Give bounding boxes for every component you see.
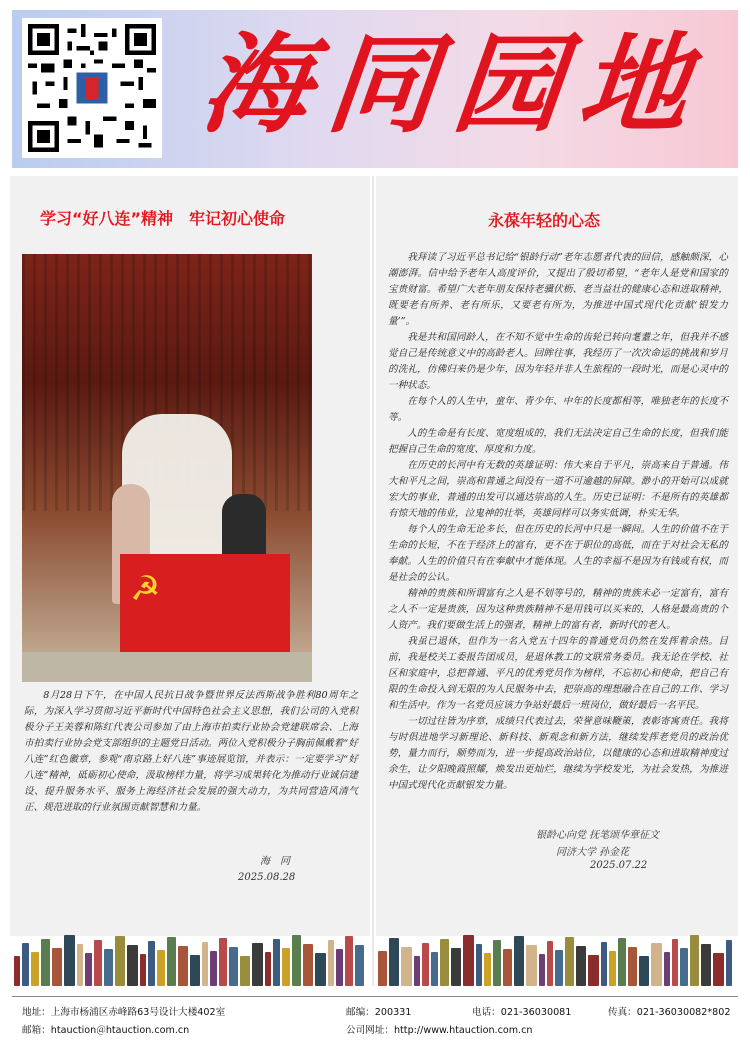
book-spine [401, 947, 412, 986]
book-spine [355, 945, 364, 986]
book-spine [77, 944, 83, 986]
book-spine [672, 939, 679, 986]
book-spine [526, 945, 537, 986]
right-article-date: 2025.07.22 [590, 860, 648, 871]
book-spine [588, 955, 599, 986]
book-spine [463, 935, 474, 986]
book-spine [609, 951, 616, 986]
left-article [10, 176, 370, 936]
book-spine [701, 944, 711, 986]
book-spine [178, 946, 188, 986]
book-spine [514, 936, 524, 986]
right-article-paragraph: 我是共和国同龄人，在不知不觉中生命的齿轮已转向耄耋之年，但我并不感觉自己是传统意义中的高龄老人。回眸往事，我经历了一次次命运的挑战和岁月的洗礼，仿佛归来仍是少年，因为年轻并非人生旅程的一段时光，而是心灵中的一种状态。 [388, 332, 728, 391]
book-spine [664, 952, 670, 986]
book-spine [493, 940, 501, 986]
book-spine [555, 950, 563, 986]
book-spine [14, 956, 20, 986]
book-spine [167, 937, 176, 986]
book-spine [252, 943, 263, 986]
book-spine [726, 940, 732, 986]
left-article-title: 学习“好八连”精神 牢记初心使命 [40, 209, 286, 228]
header-banner [12, 10, 738, 168]
left-article-date: 2025.08.28 [238, 872, 296, 883]
book-spine [104, 949, 113, 986]
footer-phone: 电话：021-36030081 [472, 1007, 572, 1018]
qr-code-icon [22, 18, 162, 158]
book-spine [378, 951, 387, 986]
book-spine [328, 940, 334, 986]
footer-address: 地址：上海市杨浦区赤峰路63号设计大楼402室 [22, 1007, 226, 1018]
book-spine [240, 956, 250, 986]
left-article-author: 海 同 [260, 856, 290, 867]
book-spine [601, 942, 607, 986]
right-article [376, 176, 738, 936]
book-spine [202, 942, 208, 986]
photo-floor [22, 652, 312, 682]
footer-email[interactable]: 邮箱：htauction＠htauction.com.cn [22, 1025, 190, 1036]
book-spine [431, 952, 439, 986]
book-spine [140, 954, 146, 986]
book-spine [115, 936, 125, 986]
book-spine [618, 938, 626, 986]
book-spine [503, 949, 512, 986]
book-spine [680, 948, 688, 986]
book-spine [210, 951, 217, 986]
book-spine [713, 953, 724, 986]
left-article-paragraph: 8月28日下午，在中国人民抗日战争暨世界反法西斯战争胜利80周年之际，为深入学习贯彻习近平新时代中国特色社会主义思想，我们公司的入党积极分子王美蓉和陈红代表公司参加了由上海市拍卖行业协会党建联席会、上海市拍卖行业协会党支部组织的主题党日活动。两位入党积极分子胸前佩戴着“好八连”红色徽章，参观“南京路上好八连”事迹展览馆，并表示：一定要学习“好八连”精神，砥砺初心使命，汲取榜样力量，将学习成果转化为推动行业诚信建设、提升服务水平、服务上海经济社会发展的强大动力，为共同营造风清气正、规范进取的行业氛围贡献智慧和力量。 [24, 690, 358, 813]
party-flag-icon [120, 554, 290, 664]
right-article-title: 永葆年轻的心态 [488, 211, 601, 230]
book-spine [336, 949, 343, 986]
book-spine [389, 938, 399, 986]
book-spine [690, 935, 699, 986]
book-spine [190, 955, 201, 986]
bookshelf-decoration-right [378, 934, 734, 986]
column-divider [372, 176, 374, 986]
right-article-paragraph: 在每个人的人生中，童年、青少年、中年的长度都相等，唯独老年的长度不等。 [388, 396, 728, 423]
right-article-body [388, 250, 728, 794]
book-spine [273, 939, 280, 986]
event-photo [22, 254, 312, 682]
right-article-paragraph: 我虽已退休，但作为一名入党五十四年的普通党员仍然在发挥着余热。目前，我是校关工委报告团成员，是退休教工的文联常务委员。我无论在学校、社区和家庭中，总把普通、平凡的优秀党员作为榜样，不忘初心和使命，把自己有限的生命投入到无限的为人民服务中去，把崇高的理想融合在自己的工作、学习和生活中。作为一名党员应该力争站好最后一班岗位，做好最后一名平民。 [388, 636, 728, 711]
footer-website[interactable]: 公司网址：http://www.htauction.com.cn [346, 1025, 533, 1036]
book-spine [476, 944, 482, 986]
book-spine [127, 945, 138, 986]
book-spine [651, 943, 662, 986]
right-article-paragraph: 每个人的生命无论多长，但在历史的长河中只是一瞬间。人生的价值不在于生命的长短，不在于经济上的富有，更不在于职位的高低，而在于对社会无私的奉献。人生的价值只有在奉献中才能体现。人生的幸福不是因为有钱或有权，而是社会的公认。 [388, 524, 728, 583]
book-spine [345, 936, 353, 986]
footer-fax: 传真：021-36030082*802 [608, 1007, 731, 1018]
book-spine [484, 953, 491, 986]
right-article-signature-line2: 同济大学 孙金花 [556, 847, 630, 858]
book-spine [219, 938, 227, 986]
book-spine [22, 943, 29, 986]
book-spine [628, 947, 637, 986]
right-article-paragraph: 一切过往皆为序章，成绩只代表过去，荣誉意味鞭策，表彰寄寓责任。我将与时俱进地学习新理论、新科技、新观念和新方法，继续发挥老党员的政治优势，量力而行，顺势而为，进一步提高政治站位，以健康的心态和进取精神度过余生，让夕阳晚霞照耀，焕发出更灿烂，继续为学校发光，为社会发热，为推进中国式现代化贡献银发力量。 [388, 716, 728, 791]
book-spine [539, 954, 545, 986]
book-spine [315, 953, 326, 986]
hammer-sickle-icon: ☭ [130, 569, 161, 609]
book-spine [451, 948, 461, 986]
book-spine [639, 956, 649, 986]
left-article-body [24, 688, 358, 816]
masthead-title: 海同园地 [195, 22, 713, 148]
book-spine [41, 939, 50, 986]
book-spine [292, 935, 301, 986]
book-spine [31, 952, 39, 986]
footer-contact [12, 996, 738, 1036]
book-spine [52, 948, 62, 986]
book-spine [576, 946, 586, 986]
book-spine [282, 948, 290, 986]
book-spine [157, 950, 165, 986]
right-article-paragraph: 我拜读了习近平总书记给“银龄行动”老年志愿者代表的回信，感触颇深，心潮澎湃。信中给予老年人高度评价，又提出了殷切希望，“老年人是党和国家的宝贵财富。希望广大老年朋友保持老骥伏枥、老当益壮的健康心态和进取精神，既要老有所养、老有所乐，又要老有所为，为推进中国式现代化贡献‘银发力量’”。 [388, 252, 728, 327]
book-spine [85, 953, 92, 986]
book-spine [94, 940, 102, 986]
book-spine [422, 943, 429, 986]
right-article-paragraph: 精神的贵族和所谓富有之人是不划等号的，精神的贵族未必一定富有，富有之人不一定是贵族，因为这种贵族精神不是用钱可以买来的，人格是最高贵的个人资产。我们要做生活上的强者，精神上的富有者，新时代的老人。 [388, 588, 728, 631]
bookshelf-decoration-left [14, 934, 366, 986]
book-spine [229, 947, 238, 986]
book-spine [414, 956, 420, 986]
book-spine [440, 939, 449, 986]
footer-postcode: 邮编：200331 [346, 1007, 412, 1018]
book-spine [547, 941, 554, 986]
right-article-paragraph: 人的生命是有长度、宽度组成的，我们无法决定自己生命的长度，但我们能把握自己生命的宽度、厚度和力度。 [388, 428, 728, 455]
book-spine [148, 941, 155, 986]
book-spine [265, 952, 271, 986]
right-article-signature-line1: 银龄心向党 抚笔颂华章征文 [536, 830, 660, 841]
book-spine [303, 944, 313, 986]
book-spine [565, 937, 574, 986]
right-article-paragraph: 在历史的长河中有无数的英雄证明：伟大来自于平凡，崇高来自于普通。伟大和平凡之间，崇高和普通之间没有一道不可逾越的屏障。渺小的开始可以成就宏大的事业，普通的出发可以通达崇高的人生。历史已证明：不是所有的英雄都有惊天地的伟业，泣鬼神的壮举，英雄同样可以务实低调，朴实无华。 [388, 460, 728, 519]
book-spine [64, 935, 75, 986]
